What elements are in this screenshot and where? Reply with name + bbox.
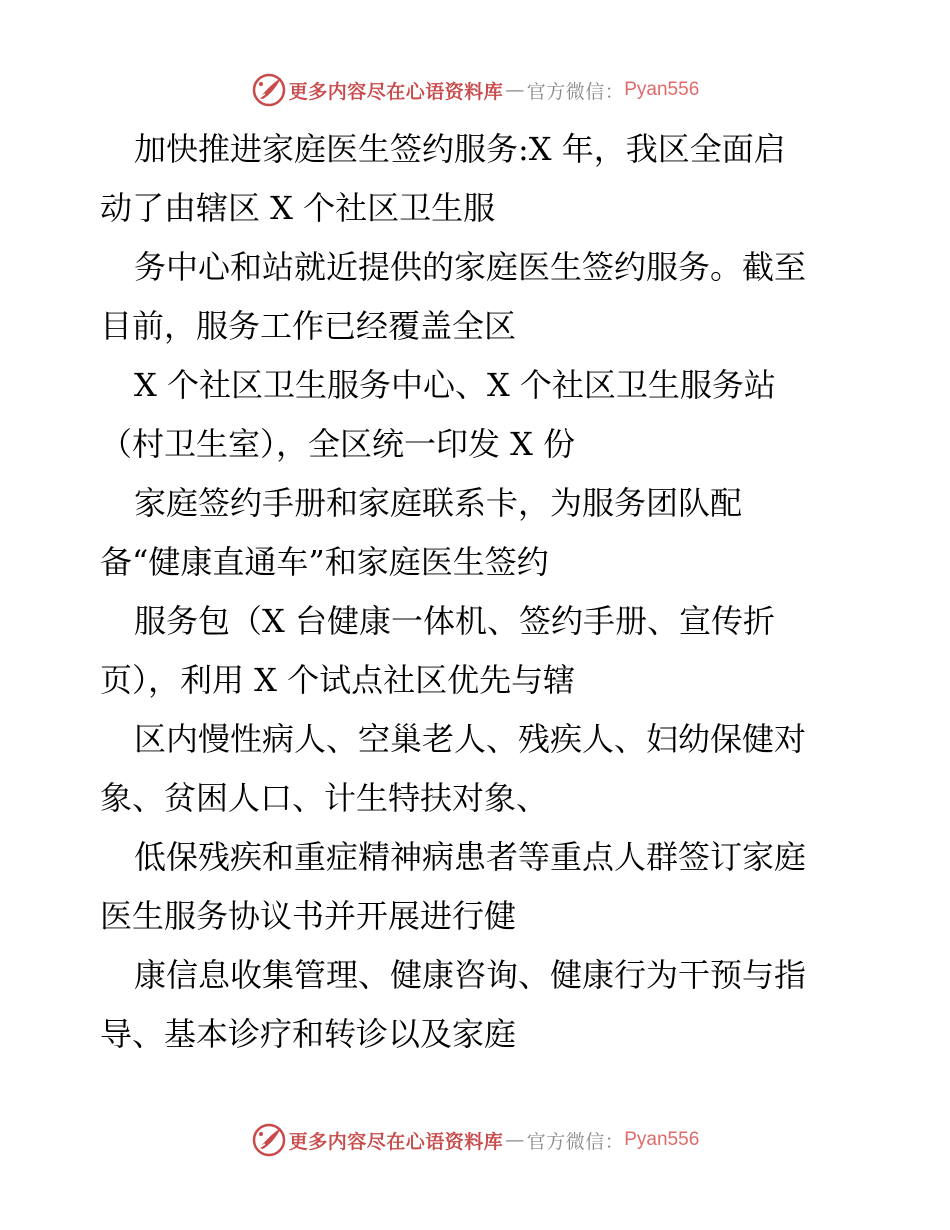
footer-banner-wechat-id: Pyan556 <box>624 1129 700 1150</box>
text-line: 务中心和站就近提供的家庭医生签约服务。截至 <box>134 248 807 286</box>
body-text <box>100 120 860 1064</box>
text-line: 低保残疾和重症精神病患者等重点人群签订家庭 <box>134 838 807 876</box>
text-line: 服务包（X 台健康一体机、签约手册、宣传折 <box>134 602 775 640</box>
footer-banner <box>0 1120 950 1160</box>
text-line: 康信息收集管理、健康咨询、健康行为干预与指 <box>134 956 807 994</box>
footer-banner-wechat-label: 官方微信： <box>526 1130 625 1153</box>
text-line: 医生服务协议书并开展进行健 <box>100 897 517 935</box>
text-line: 动了由辖区 X 个社区卫生服 <box>100 189 496 227</box>
footer-banner-text: 更多内容尽在心语资料库 <box>288 1130 504 1153</box>
header-banner-text: 更多内容尽在心语资料库 <box>288 80 504 103</box>
text-line: 加快推进家庭医生签约服务:X 年，我区全面启 <box>134 130 786 168</box>
header-banner-dash: — <box>505 79 525 101</box>
text-line: 家庭签约手册和家庭联系卡，为服务团队配 <box>134 484 743 522</box>
text-line: 象、贫困人口、计生特扶对象、 <box>100 779 549 817</box>
text-line: 目前，服务工作已经覆盖全区 <box>100 307 517 345</box>
text-line: X 个社区卫生服务中心、X 个社区卫生服务站 <box>134 366 776 404</box>
text-line: 区内慢性病人、空巢老人、残疾人、妇幼保健对 <box>134 720 807 758</box>
text-line: 导、基本诊疗和转诊以及家庭 <box>100 1015 517 1053</box>
header-banner-wechat-id: Pyan556 <box>624 79 700 100</box>
header-banner <box>0 70 950 110</box>
footer-banner-dash: — <box>505 1129 525 1151</box>
header-banner-wechat-label: 官方微信： <box>526 80 625 103</box>
text-line: 备“健康直通车”和家庭医生签约 <box>100 543 549 581</box>
text-line: 页），利用 X 个试点社区优先与辖 <box>100 661 576 699</box>
feather-pen-logo-icon <box>251 1122 287 1158</box>
text-line: （村卫生室），全区统一印发 X 份 <box>100 425 576 463</box>
feather-pen-logo-icon <box>251 72 287 108</box>
